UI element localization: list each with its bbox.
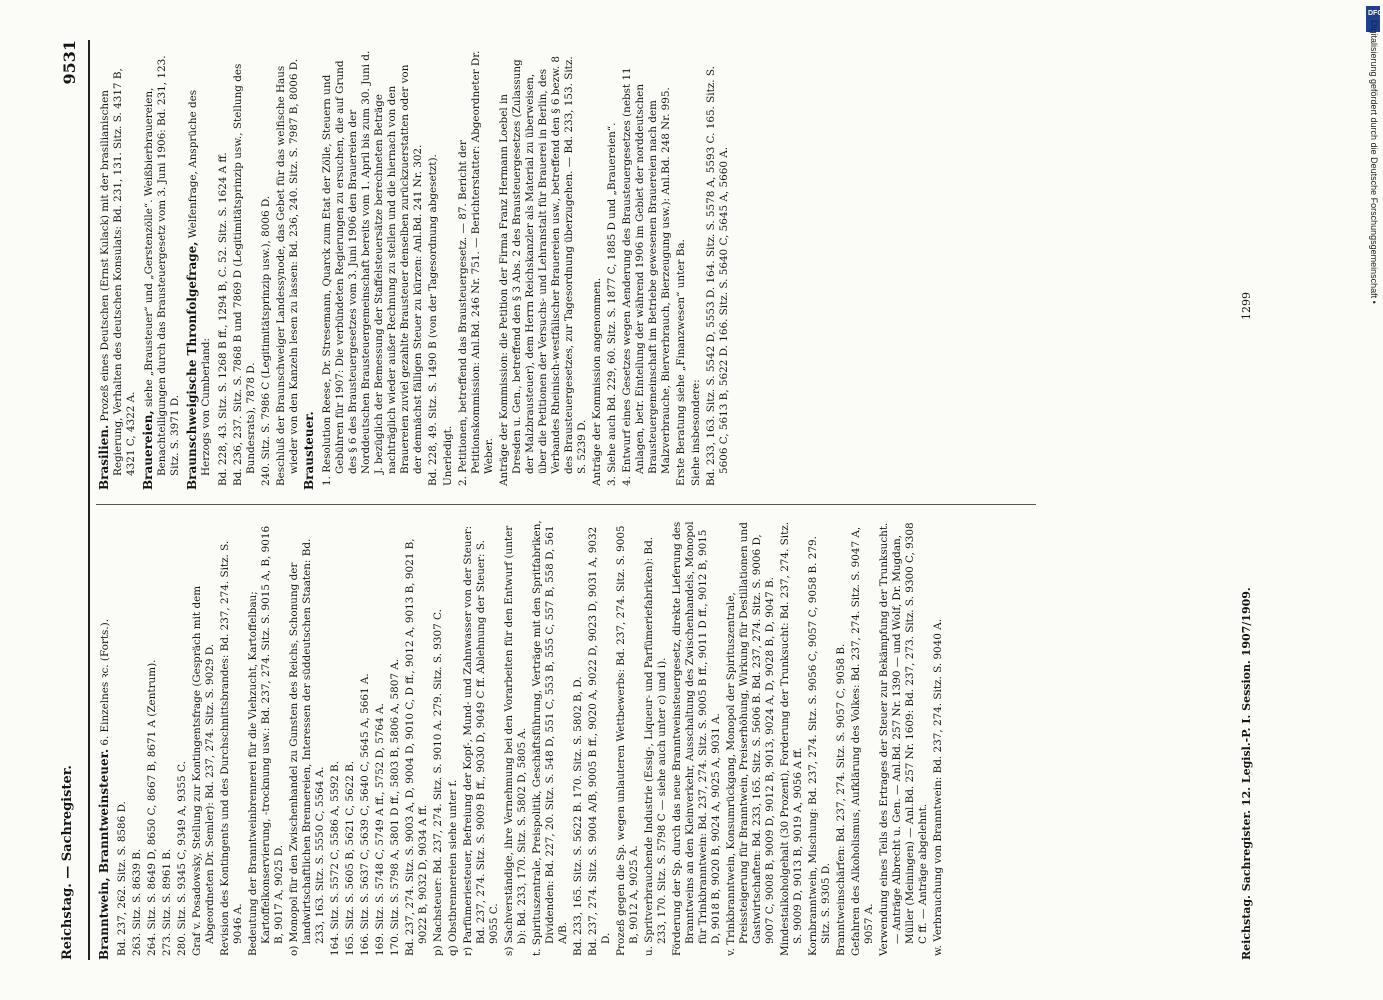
entry-text: 166. Sitz. S. 5637 C, 5639 C, 5640 C, 5645 A, 5661 A.: [359, 673, 371, 956]
entry-text: 273. Sitz. S. 8961 B.: [161, 848, 173, 956]
entry-text: Unerledigt.: [442, 425, 454, 486]
entry-text: Siehe insbesondere:: [690, 379, 702, 486]
entry-text: Anträge der Kommission: die Petition der Firma Franz Hermann Loebel in Dresden u. Gen., betreffend den § 3 Abs. 2 des Brausteuergesetzes (Zulassung der Malzbrausteuer), dem Herrn Reichskanzler als Material zu überweisen, über die Petitionen der Versuchs- und Lehranstalt für Brauerei in Berlin, des Verbandes Rheinisch-westfälischer Brauereien usw., betreffend den § 6 bezw. 8 des Brausteuergesetzes, zur Tagesordnung überzugehen. — Bd. 233, 153. Sitz. S. 5239 D.: [498, 56, 588, 486]
entry-text: 1. Resolution Reese, Dr. Stresemann, Quarck zum Etat der Zölle, Steuern und Gebühren für 1907: Die verbündeten Regierungen zu ersuchen, die auf Grund des § 6 des Brausteuergesetzes vom 3. Juni 1906 den Brauereien der Norddeutschen Brausteuergemeinschaft bereits vom 1. April bis zum 30. Juni d. J. bezüglich der Bemessung der Staffelsteuersätze berechneten Beträge nachträglich wieder außer Rechnung zu stellen und die hiernach von den Brauereien zuviel gezahlte Brausteuer denselben zurückzuerstatten oder von der demnächst fälligen Steuer zu kürzen: Anl.Bd. 241 Nr. 302.: [321, 50, 424, 486]
index-entry: [690, 50, 703, 490]
header-rule: [88, 40, 90, 960]
entry-text: Bd. 233, 165. Sitz. S. 5622 B. 170. Sitz. S. 5802 B, D.: [572, 676, 584, 956]
index-entry: [447, 520, 460, 960]
index-entry: [606, 50, 619, 490]
footer-title: Reichstag. Sachregister. 12. Legisl.-P. I. Session. 1907/1909.: [1240, 587, 1253, 960]
page-footer: [1240, 40, 1253, 960]
entry-text: 170. Sitz. S. 5798 A, 5801 D ff., 5803 B, 5806 A, 5807 A.: [389, 658, 401, 956]
entry-text: Gefahren des Alkoholismus, Aufklärung des Volkes: Bd. 237, 274. Sitz. S. 9047 A, 9057 A.: [850, 526, 875, 956]
index-entry: [374, 520, 387, 960]
index-entry: [329, 520, 342, 960]
index-entry: [878, 520, 930, 960]
entry-text: r) Parfümeriesteuer, Befreiung der Kopf-, Mund- und Zahnwasser von der Steuer: Bd. 237, 274. Sitz. S. 9009 B ff., 9030 D, 9049 C ff. Ablehnung der Steuer: S. 9055 C.: [462, 525, 500, 956]
index-entry: [98, 520, 112, 960]
page-body: [60, 40, 1300, 960]
index-entry: [232, 50, 258, 490]
entry-text: Bd. 233, 163. Sitz. S. 5542 D, 5553 D. 164. Sitz. S. 5578 A, 5593 C. 165. Sitz. S. 5606 C, 5613 B, 5622 D. 166. Sitz. S. 5640 C, 5645 A, 5660 A.: [705, 66, 730, 486]
index-entry: [807, 520, 833, 960]
entry-text: Bd. 237, 274. Sitz. S. 9004 A/B, 9005 B ff., 9020 A, 9022 D, 9023 D, 9031 A, 9032 D.: [587, 526, 612, 956]
entry-text: siehe „Brausteuer“ und „Gerstenzölle“. Weißbierbrauereien, Benachteiligungen durch das Brausteuergesetz vom 3. Juni 1906: Bd. 231, 123. Sitz. S. 3971 D.: [143, 55, 181, 476]
index-entry: [503, 520, 529, 960]
entry-text: q) Obstbrennereien siehe unter f.: [447, 779, 459, 956]
index-entry: [247, 520, 286, 960]
entry-heading: Brasilien.: [97, 424, 111, 490]
index-entry: [643, 520, 669, 960]
entry-text: 263. Sitz. S. 8639 B.: [131, 848, 143, 956]
index-entry: [462, 520, 501, 960]
entry-text: 280. Sitz. S. 9345 C, 9349 A, 9355 C.: [176, 761, 188, 956]
entry-text: 2. Petitionen, betreffend das Brausteuergesetz. — 87. Bericht der Petitionskommission: Anl.Bd. 246 Nr. 751. — Berichterstatter: Abgeordneter Dr. Weber.: [457, 50, 495, 486]
index-entry: [615, 520, 641, 960]
entry-text: Mindestalkoholgehalt (30 Prozent), Forderung der Trunksucht: Bd. 237, 274. Sitz. S. 9009 D, 9013 B, 9019 A, 9056 A ff.: [779, 521, 804, 956]
index-entry: [321, 50, 425, 490]
index-entry: [142, 50, 182, 490]
index-entry: [591, 50, 604, 490]
entry-text: Bedeutung der Branntweinbrennerei für die Viehzucht, Kartoffelbau; Kartoffelkonservierung, -trocknung usw.: Bd. 237, 274. Sitz. S. 9015 A, B, 9016 B, 9017 A, 9025 D.: [247, 525, 285, 956]
entry-text: 264. Sitz. S. 8649 D, 8650 C, 8667 B, 8671 A (Zentrum).: [146, 659, 158, 956]
index-entry: [442, 50, 455, 490]
index-entry: [457, 50, 496, 490]
index-entry: [219, 520, 245, 960]
index-entry: [161, 520, 174, 960]
index-entry: [850, 520, 876, 960]
entry-text: p) Nachsteuer: Bd. 237, 274. Sitz. S. 9010 A. 279. Sitz. S. 9307 C.: [432, 609, 444, 956]
entry-text: t. Spirituszentrale, Preispolitik, Geschäftsführung, Verträge mit den Spritfabriken, Dividenden: Bd. 227, 20. Sitz. S. 548 D, 551 C, 553 B, 555 C, 557 B, 558 D, 561 A/B.: [531, 520, 569, 956]
index-entry: [675, 50, 688, 490]
index-entry: [587, 520, 613, 960]
entry-text: 3. Siehe auch Bd. 229, 60. Sitz. S. 1877 C, 1885 D und „Brauereien“.: [606, 122, 618, 486]
index-entry: [779, 520, 805, 960]
index-entry: [671, 520, 723, 960]
index-entry: [146, 520, 159, 960]
entry-text: 4. Entwurf eines Gesetzes wegen Aenderung des Brausteuergesetzes (nebst 11 Anlagen, betr. Einteilung der während 1906 im Gebiet der norddeutschen Brausteuergemeinschaft im Betriebe gewesenen Brauereien nach dem Malzverbrauche, Bierverbrauch, Bierzeugung usw.): Anl.Bd. 248 Nr. 995.: [621, 67, 672, 486]
entry-text: Kornbranntwein, Mischung: Bd. 237, 274. Sitz. S. 9056 C, 9057 C, 9058 B. 279. Sitz. S. 9305 D.: [807, 536, 832, 956]
index-entry: [303, 50, 317, 490]
index-entry: [186, 50, 213, 490]
entry-text: Bd. 237, 274. Sitz. S. 9003 A, D, 9004 D, 9010 C, D ff., 9012 A, 9013 B, 9021 B, 9022 B, 9032 D, 9034 A ff.: [404, 538, 429, 956]
entry-text: Branntweinschärfen: Bd. 237, 274. Sitz. S. 9057 C, 9058 B.: [835, 643, 847, 956]
index-entry: [432, 520, 445, 960]
column-divider: [96, 504, 1036, 505]
index-entry: [131, 520, 144, 960]
index-entry: [621, 50, 673, 490]
entry-text: Beschluß der Braunschweiger Landessynode, das Gebet für das welfische Haus wieder von den Kanzeln lesen zu lassen: Bd. 236, 240. Sitz. S. 7987 B, 8006 D.: [275, 58, 300, 486]
footer-number: 1299: [1240, 292, 1253, 320]
right-column: [98, 50, 733, 490]
entry-heading: Branntwein, Branntweinsteuer.: [97, 748, 111, 960]
digitization-note: [1367, 20, 1379, 620]
entry-text: Förderung der Sp. durch das neue Branntweinsteuergesetz, direkte Lieferung des Branntweins an den Kleinverkehr, Ausschaltung des Zwischenhandels, Monopol für Trinkbranntwein: Bd. 237, 274. Sitz. S. 9005 B ff., 9011 D ff., 9012 B, 9015 D, 9018 B, 9020 B, 9024 A, 9025 A, 9031 A.: [671, 521, 722, 956]
index-entry: [191, 520, 217, 960]
index-entry: [359, 520, 372, 960]
entry-text: 165. Sitz. S. 5605 B, 5621 C, 5622 B.: [344, 760, 356, 956]
entry-text: 169. Sitz. S. 5748 C, 5749 A ff., 5752 D, 5764 A.: [374, 703, 386, 956]
entry-text: Verwendung eines Teils des Ertrages der Steuer zur Bekämpfung der Trunksucht. — Anträge Albrecht u. Gen. — Anl.Bd. 257 Nr. 1390 — und Wolf, Dr. Mugdan, Müller (Meiningen) — Anl.Bd. 257 Nr. 1609: Bd. 237, 273. Sitz. S. 9300 C, 9308 C ff. — Anträge abgelehnt.: [878, 522, 929, 956]
entry-text: Welfenfrage, Ansprüche des Herzogs von Cumberland:: [187, 89, 212, 476]
index-entry: [498, 50, 589, 490]
index-entry: [705, 50, 731, 490]
entry-heading: Brausteuer.: [302, 411, 316, 490]
index-entry: [217, 50, 230, 490]
entry-text: u. Spritverbrauchende Industrie (Essig-, Liqueur- und Parfümeriefabriken): Bd. 233, 170. Sitz. S. 5798 C — siehe auch unter c) und i).: [643, 536, 668, 956]
entry-heading: Brauereien,: [141, 410, 155, 490]
index-entry: [835, 520, 848, 960]
entry-text: Prozeß gegen die Sp. wegen unlauteren Wettbewerbs: Bd. 237, 274. Sitz. S. 9005 B, 9012 A, 9025 A.: [615, 525, 640, 956]
index-entry: [260, 50, 273, 490]
entry-text: Bd. 236, 237. Sitz. S. 7868 B und 7869 D (Legitimitätsprinzip usw., Stellung des Bundesrats), 7878 D.: [232, 63, 257, 486]
digitization-note-text: Digitalisierung gefördert durch die Deutsche Forschungsgemeinschaft •: [1369, 20, 1379, 304]
entry-text: Anträge der Kommission angenommen.: [591, 277, 603, 486]
entry-text: Erste Beratung siehe „Finanzwesen“ unter Ba.: [675, 239, 687, 486]
entry-text: Bd. 228, 49. Sitz. S. 1490 B (von der Tagesordnung abgesetzt).: [427, 154, 439, 486]
index-entry: [275, 50, 301, 490]
entry-text: Bd. 228, 43. Sitz. S. 1268 B ff., 1294 B, C. 52. Sitz. S. 1624 A ff.: [217, 152, 229, 486]
index-entry: [389, 520, 402, 960]
entry-text: Prozeß eines Deutschen (Ernst Kulack) mit der brasilianischen Regierung, Verhalten des deutschen Konsulats: Bd. 231, 131. Sitz. S. 4317 B, 4321 C, 4322 A.: [99, 68, 137, 476]
index-entry: [98, 50, 138, 490]
entry-text: 164. Sitz. S. 5572 C, 5586 A, 5592 B.: [329, 761, 341, 956]
entry-text: w. Verbrauchung von Branntwein: Bd. 237, 274. Sitz. S. 9040 A.: [932, 619, 944, 956]
header-title: Reichstag. — Sachregister.: [60, 765, 75, 960]
entry-text: s) Sachverständige, ihre Vernehmung bei den Vorarbeiten für den Entwurf (unter b): Bd. 233, 170. Sitz. S. 5802 D, 5805 A.: [503, 525, 528, 956]
index-entry: [572, 520, 585, 960]
dfg-logo-text: DFG: [1368, 10, 1383, 17]
entry-heading: Braunschweigische Thronfolgefrage,: [185, 241, 199, 490]
index-entry: [176, 520, 189, 960]
entry-text: Bd. 237, 262. Sitz. S. 8586 D.: [116, 801, 128, 956]
page-number: 9531: [60, 40, 79, 85]
index-entry: [404, 520, 430, 960]
index-entry: [344, 520, 357, 960]
index-entry: [427, 50, 440, 490]
index-entry: [932, 520, 945, 960]
left-column: [98, 520, 947, 960]
index-entry: [116, 520, 129, 960]
entry-text: Revision des Kontingents und des Durchschnittsbrandes: Bd. 237, 274. Sitz. S. 9046 A.: [219, 540, 244, 956]
index-entry: [531, 520, 570, 960]
entry-text: Graf v. Posadowsky, Stellung zur Kontingentsfrage (Gespräch mit dem Abgeordneten Dr. Semler): Bd. 237, 274. Sitz. S. 9029 D.: [191, 585, 216, 956]
index-entry: [288, 520, 327, 960]
index-entry: [725, 520, 777, 960]
entry-text: 240. Sitz. S. 7986 C (Legitimitätsprinzip usw.), 8006 D.: [260, 195, 272, 486]
running-header: [60, 40, 84, 960]
entry-text: 6. Einzelnes ꝛc. (Forts.).: [99, 618, 111, 746]
entry-text: o) Monopol für den Zwischenhandel zu Gunsten des Reichs, Schonung der landwirtschaftlichen Brennereien, Interessen der süddeutschen Staaten: Bd. 233, 163. Sitz. S. 5550 C, 5564 A.: [288, 538, 326, 956]
entry-text: v. Trinkbranntwein, Konsumrückgang, Monopol der Spirituszentrale, Preissteigerung für Branntwein, Preiserhöhung, Wirkung für Destillationen und Gastwirtschaften: Bd. 233, 165. Sitz. S. 5606 B. Bd. 237, 274. Sitz. S. 9006 D, 9007 C, 9008 B, 9009 D, 9012 B, 9013, 9024 A, D, 9028 B, D, 9047 B.: [725, 522, 776, 956]
